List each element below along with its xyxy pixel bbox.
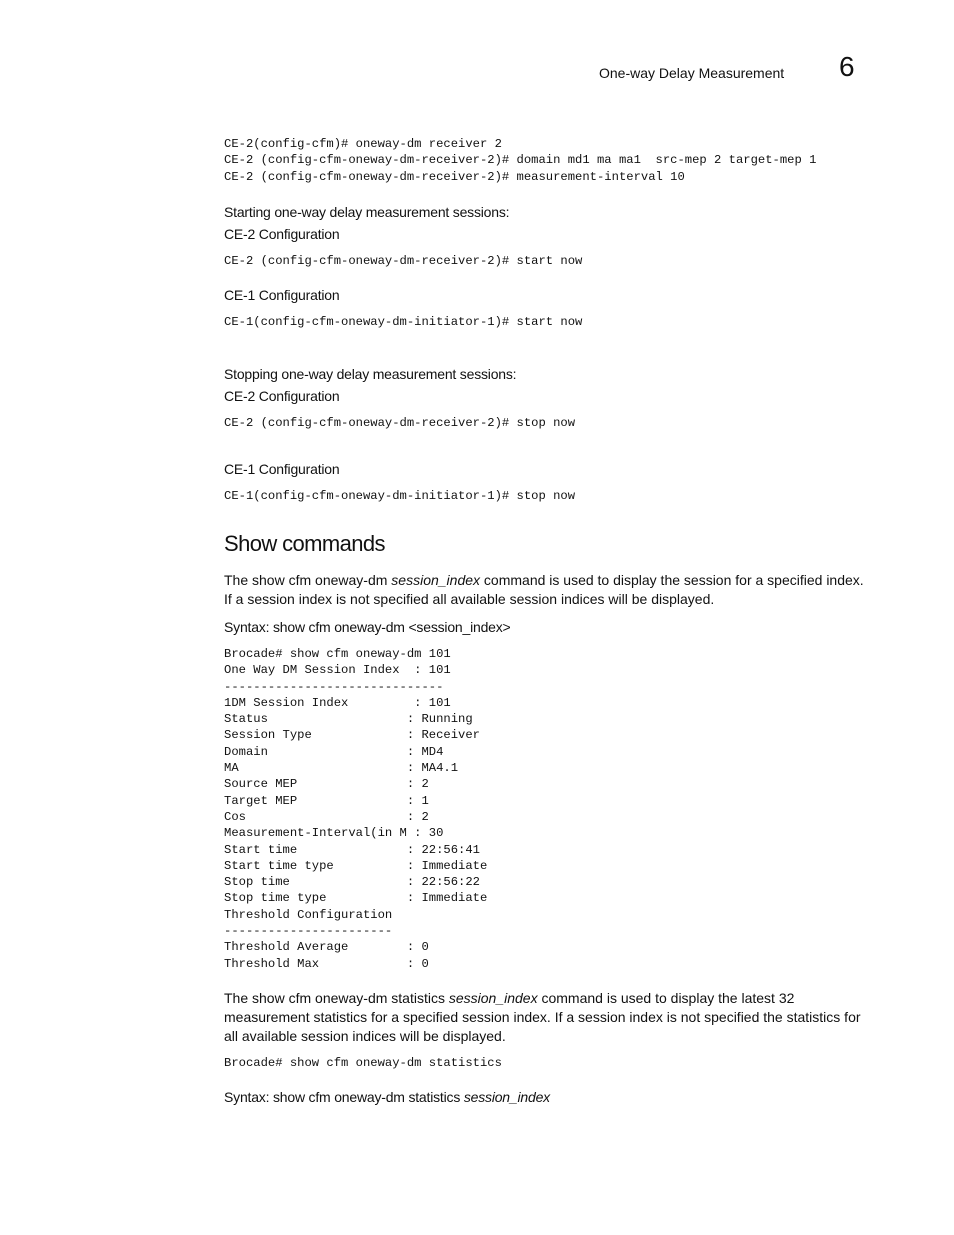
code-line: Domain : MD4	[224, 744, 444, 759]
code-block-show-output	[224, 646, 487, 972]
syntax-argument: session_index	[463, 1089, 550, 1105]
stopping-ce2-code: CE-2 (config-cfm-oneway-dm-receiver-2)# stop now	[224, 416, 576, 430]
paragraph-show-statistics	[224, 989, 864, 1046]
stopping-ce2-label: CE-2 Configuration	[224, 388, 340, 404]
code-line: Target MEP : 1	[224, 793, 429, 808]
code-line: Stop time : 22:56:22	[224, 875, 480, 890]
text: The show cfm oneway-dm statistics	[224, 990, 449, 1006]
syntax-argument: <session_index>	[404, 619, 511, 635]
syntax-command: Syntax: show cfm oneway-dm statistics	[224, 1089, 464, 1105]
code-line: 1DM Session Index : 101	[224, 695, 451, 710]
stopping-ce1-code: CE-1(config-cfm-oneway-dm-initiator-1)# stop now	[224, 489, 576, 503]
starting-ce1-label: CE-1 Configuration	[224, 287, 340, 303]
code-line: Brocade# show cfm oneway-dm 101	[224, 647, 451, 661]
code-line: Start time type : Immediate	[224, 858, 488, 873]
code-block-receiver-config	[224, 136, 816, 185]
code-line: Stop time type : Immediate	[224, 891, 488, 906]
code-line: Measurement-Interval(in M : 30	[224, 826, 444, 841]
syntax-show-statistics	[224, 1089, 550, 1105]
starting-ce2-code: CE-2 (config-cfm-oneway-dm-receiver-2)# start now	[224, 254, 583, 268]
starting-ce1-code: CE-1(config-cfm-oneway-dm-initiator-1)# start now	[224, 315, 583, 329]
code-line: Cos : 2	[224, 809, 429, 824]
text: command is used to display the latest 32 measurement statistics for a specified session index. If a session index is not specified the statistics for all available session indices will be displayed.	[224, 990, 861, 1044]
code-line: ------------------------------	[224, 679, 444, 694]
starting-heading: Starting one-way delay measurement sessions:	[224, 204, 510, 220]
syntax-command: Syntax: show cfm oneway-dm	[224, 619, 405, 635]
code-line: -----------------------	[224, 924, 393, 939]
code-line: Threshold Configuration	[224, 907, 393, 922]
paragraph-show-session	[224, 571, 864, 609]
stopping-heading: Stopping one-way delay measurement sessions:	[224, 366, 517, 382]
code-line: CE-2(config-cfm)# oneway-dm receiver 2	[224, 137, 502, 151]
stopping-ce1-label: CE-1 Configuration	[224, 461, 340, 477]
code-line: Threshold Average : 0	[224, 940, 429, 955]
code-line: Source MEP : 2	[224, 777, 429, 792]
code-line: Start time : 22:56:41	[224, 842, 480, 857]
chapter-number: 6	[839, 51, 855, 82]
code-line: Threshold Max : 0	[224, 956, 429, 971]
code-line: CE-2 (config-cfm-oneway-dm-receiver-2)# domain md1 ma ma1 src-mep 2 target-mep 1	[224, 153, 817, 168]
italic-text: session_index	[391, 572, 481, 588]
code-line: MA : MA4.1	[224, 761, 459, 776]
italic-text: session_index	[448, 990, 538, 1006]
section-heading-show-commands: Show commands	[224, 531, 385, 556]
syntax-show-session	[224, 619, 511, 635]
code-line: Status : Running	[224, 712, 473, 727]
code-statistics-command: Brocade# show cfm oneway-dm statistics	[224, 1056, 502, 1070]
text: The show cfm oneway-dm	[224, 572, 392, 588]
text: command is used to display the session for a specified index. If a session index is not specified all available session indices will be displayed.	[224, 572, 864, 607]
code-line: CE-2 (config-cfm-oneway-dm-receiver-2)# measurement-interval 10	[224, 169, 685, 184]
header-title: One-way Delay Measurement	[599, 65, 785, 81]
code-line: One Way DM Session Index : 101	[224, 663, 451, 678]
code-line: Session Type : Receiver	[224, 728, 480, 743]
starting-ce2-label: CE-2 Configuration	[224, 226, 340, 242]
